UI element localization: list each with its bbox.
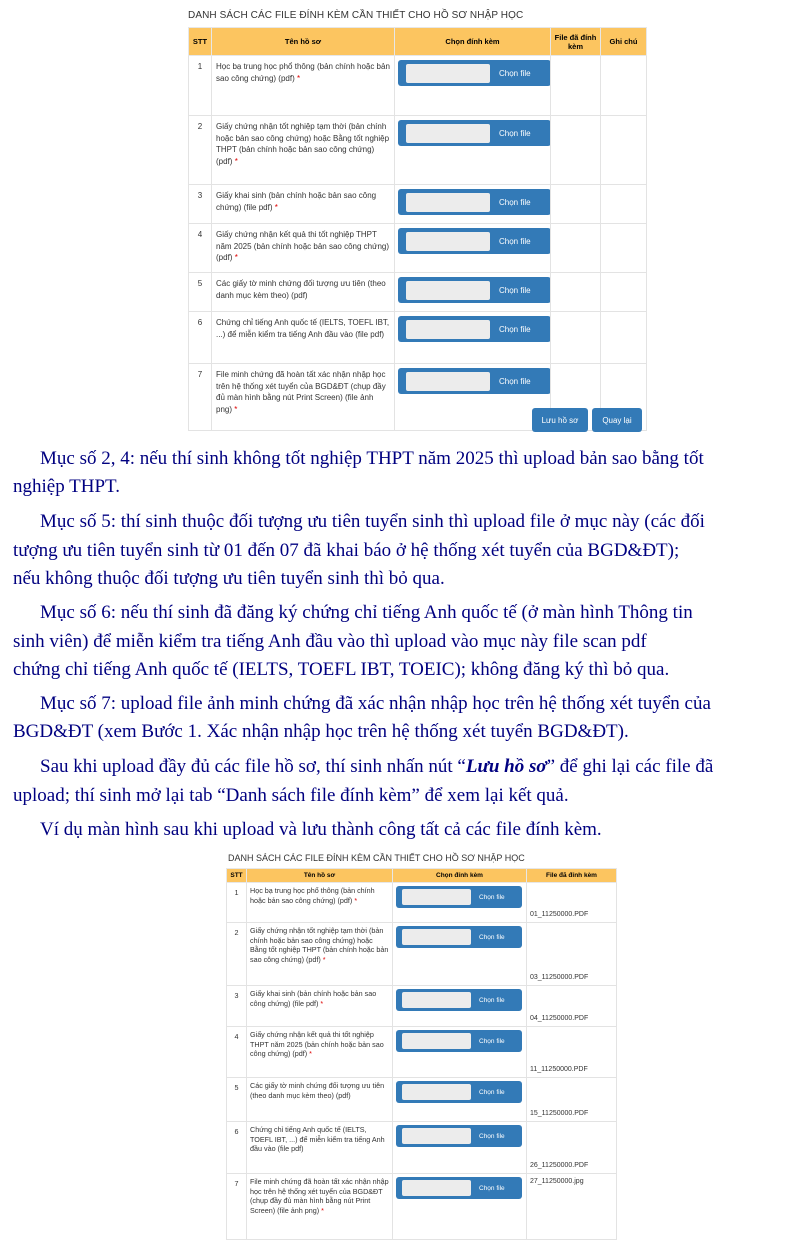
table-row — [227, 1078, 617, 1122]
file-path-input[interactable] — [402, 1033, 471, 1049]
choose-file-button[interactable]: Chọn file — [499, 236, 531, 246]
row-choose-cell — [395, 364, 551, 431]
table-row — [227, 986, 617, 1027]
table-row — [227, 1027, 617, 1078]
row-note — [601, 185, 647, 224]
row-name-text: Học bạ trung học phổ thông (bản chính hoặc bản sao công chứng) (pdf) — [216, 62, 390, 83]
row-attached-file: 01_11250000.PDF — [527, 883, 617, 923]
table-row — [189, 185, 647, 224]
row-attached-file — [551, 224, 601, 273]
note-item-2-4-line1: Mục số 2, 4: nếu thí sinh không tốt nghiệp THPT năm 2025 thì upload bản sao bằng tốt — [40, 448, 704, 469]
file-path-input[interactable] — [402, 1180, 471, 1196]
row-stt: 2 — [227, 923, 247, 986]
row-attached-file: 15_11250000.PDF — [527, 1078, 617, 1122]
row-name — [247, 986, 393, 1027]
file-path-input[interactable] — [402, 992, 471, 1008]
table-header-row-2 — [227, 869, 617, 883]
row-name-text: Các giấy tờ minh chứng đối tượng ưu tiên (theo danh mục kèm theo) (pdf) — [250, 1081, 385, 1100]
choose-file-button[interactable]: Chọn file — [479, 996, 505, 1004]
required-mark: * — [296, 73, 301, 83]
file-path-input[interactable] — [406, 232, 490, 251]
note-item-6-line1: Mục số 6: nếu thí sinh đã đăng ký chứng chỉ tiếng Anh quốc tế (ở màn hình Thông tin — [40, 602, 693, 623]
row-choose-cell — [393, 986, 527, 1027]
row-stt: 7 — [227, 1174, 247, 1240]
row-stt: 6 — [227, 1122, 247, 1174]
header-stt: STT — [189, 28, 212, 56]
row-stt: 3 — [189, 185, 212, 224]
row-name — [247, 883, 393, 923]
file-path-input[interactable] — [402, 889, 471, 905]
note-item-7-line1: Mục số 7: upload file ảnh minh chứng đã xác nhận nhập học trên hệ thống xét tuyển của — [40, 693, 711, 714]
note-item-5-line2: tượng ưu tiên tuyển sinh từ 01 đến 07 đã khai báo ở hệ thống xét tuyển của BGD&ĐT); — [13, 540, 680, 561]
attachment-table — [188, 27, 647, 431]
row-stt: 4 — [189, 224, 212, 273]
row-attached-file — [551, 56, 601, 116]
attachment-form-after-upload — [226, 848, 618, 1253]
row-stt: 5 — [189, 273, 212, 312]
choose-file-button[interactable]: Chọn file — [499, 197, 531, 207]
required-mark: * — [234, 156, 238, 166]
note-save-emphasis: Lưu hồ sơ — [465, 756, 547, 777]
choose-file-button[interactable]: Chọn file — [499, 324, 531, 334]
table-row — [227, 883, 617, 923]
table-row — [189, 224, 647, 273]
row-attached-file — [551, 185, 601, 224]
note-item-6-line2: sinh viên) để miễn kiểm tra tiếng Anh đầu vào thì upload vào mục này file scan pdf — [13, 631, 647, 652]
choose-file-control[interactable] — [396, 1177, 522, 1199]
choose-file-control[interactable] — [396, 1030, 522, 1052]
row-note — [601, 312, 647, 364]
row-name-text: Giấy khai sinh (bản chính hoặc bản sao công chứng) (file pdf) — [250, 989, 377, 1008]
row-name — [247, 1078, 393, 1122]
row-choose-cell — [395, 312, 551, 364]
row-note — [601, 224, 647, 273]
choose-file-button[interactable]: Chọn file — [479, 933, 505, 941]
row-name — [212, 364, 395, 431]
choose-file-button[interactable]: Chọn file — [499, 376, 531, 386]
required-mark: * — [321, 1205, 324, 1215]
row-stt: 1 — [189, 56, 212, 116]
file-path-input[interactable] — [402, 1128, 471, 1144]
row-name — [212, 116, 395, 185]
choose-file-button[interactable]: Chọn file — [499, 128, 531, 138]
note-save-text-a: Sau khi upload đầy đủ các file hồ sơ, thí sinh nhấn nút “ — [40, 756, 466, 777]
choose-file-button[interactable]: Chọn file — [499, 68, 531, 78]
attachment-table-2 — [226, 868, 617, 1240]
row-choose-cell — [395, 185, 551, 224]
row-stt: 5 — [227, 1078, 247, 1122]
choose-file-control[interactable] — [396, 989, 522, 1011]
header-choose-2: Chọn đính kèm — [393, 869, 527, 883]
row-name-text: Giấy chứng nhận tốt nghiệp tạm thời (bản chính hoặc bản sao công chứng) hoặc Bằng tốt nghiệp THPT (bản chính hoặc bản sao công chứng) (pdf) — [216, 122, 390, 166]
choose-file-control[interactable] — [398, 120, 551, 146]
attachment-form-before-upload — [186, 0, 648, 436]
file-path-input[interactable] — [406, 372, 490, 391]
file-path-input[interactable] — [406, 193, 490, 212]
row-attached-file: 03_11250000.PDF — [527, 923, 617, 986]
row-name-text: Giấy chứng nhận tốt nghiệp tạm thời (bản chính hoặc bản sao công chứng) hoặc Bằng tốt nghiệp THPT (bản chính hoặc bản sao công chứng) (pdf) — [250, 926, 389, 964]
choose-file-button[interactable]: Chọn file — [479, 1184, 505, 1192]
choose-file-control[interactable] — [396, 926, 522, 948]
row-stt: 6 — [189, 312, 212, 364]
row-choose-cell — [393, 1122, 527, 1174]
back-button[interactable]: Quay lại — [592, 408, 642, 432]
row-name — [247, 1174, 393, 1240]
note-item-5-line3: nếu không thuộc đối tượng ưu tiên tuyển sinh thì bỏ qua. — [13, 568, 445, 589]
file-path-input[interactable] — [406, 281, 490, 300]
row-attached-file — [551, 116, 601, 185]
note-item-7-line2: BGD&ĐT (xem Bước 1. Xác nhận nhập học trên hệ thống xét tuyển BGD&ĐT). — [13, 721, 629, 742]
row-name-text: Học bạ trung học phổ thông (bản chính hoặc bản sao công chứng) (pdf) — [250, 886, 375, 905]
choose-file-control[interactable] — [398, 368, 551, 394]
header-choose: Chọn đính kèm — [395, 28, 551, 56]
choose-file-control[interactable] — [396, 886, 522, 908]
header-attached-2: File đã đính kèm — [527, 869, 617, 883]
row-choose-cell — [395, 56, 551, 116]
choose-file-control[interactable] — [398, 189, 551, 215]
note-save-line1 — [40, 753, 713, 781]
choose-file-control[interactable] — [398, 277, 551, 303]
table-row — [227, 1174, 617, 1240]
row-attached-file: 26_11250000.PDF — [527, 1122, 617, 1174]
table-header-row — [189, 28, 647, 56]
row-note — [601, 273, 647, 312]
row-attached-file — [551, 312, 601, 364]
row-stt: 3 — [227, 986, 247, 1027]
table-row — [189, 273, 647, 312]
note-save-text-c: ” để ghi lại các file đã — [546, 756, 714, 777]
save-button[interactable]: Lưu hồ sơ — [532, 408, 588, 432]
row-name-text: Chứng chỉ tiếng Anh quốc tế (IELTS, TOEFL IBT, ...) để miễn kiểm tra tiếng Anh đầu vào (file pdf) — [250, 1125, 385, 1153]
row-choose-cell — [393, 1174, 527, 1240]
row-name-text: File minh chứng đã hoàn tất xác nhận nhập học trên hệ thống xét tuyển của BGD&ĐT (chụp đầy đủ màn hình bằng nút Print Screen) (file ảnh png) — [216, 370, 386, 414]
row-choose-cell — [395, 224, 551, 273]
required-mark: * — [274, 202, 278, 212]
header-name: Tên hồ sơ — [212, 28, 395, 56]
table-row — [189, 56, 647, 116]
choose-file-control[interactable] — [398, 228, 551, 254]
required-mark: * — [234, 253, 238, 262]
table-row — [227, 1122, 617, 1174]
header-note: Ghi chú — [601, 28, 647, 56]
table-row — [189, 312, 647, 364]
row-choose-cell — [393, 1027, 527, 1078]
row-name-text: Giấy chứng nhận kết quả thi tốt nghiệp THPT năm 2025 (bản chính hoặc bản sao công chứng) (pdf) — [216, 230, 390, 262]
choose-file-control[interactable] — [396, 1125, 522, 1147]
choose-file-control[interactable] — [398, 60, 551, 86]
note-item-6-line3: chứng chỉ tiếng Anh quốc tế (IELTS, TOEFL IBT, TOEIC); không đăng ký thì bỏ qua. — [13, 659, 670, 680]
row-name — [212, 224, 395, 273]
choose-file-control[interactable] — [396, 1081, 522, 1103]
row-name-text: File minh chứng đã hoàn tất xác nhận nhập học trên hệ thống xét tuyển của BGD&ĐT (chụp đầy đủ màn hình bằng nút Print Screen) (file ảnh png) — [250, 1177, 389, 1215]
table-row — [227, 923, 617, 986]
row-name-text: Giấy chứng nhận kết quả thi tốt nghiệp THPT năm 2025 (bản chính hoặc bản sao công chứng) (pdf) — [250, 1030, 384, 1058]
row-name — [247, 1027, 393, 1078]
required-mark: * — [322, 954, 326, 964]
file-path-input[interactable] — [402, 929, 471, 945]
choose-file-control[interactable] — [398, 316, 551, 342]
row-name — [212, 56, 395, 116]
row-stt: 1 — [227, 883, 247, 923]
file-path-input[interactable] — [402, 1084, 471, 1100]
header-attached: File đã đính kèm — [551, 28, 601, 56]
row-stt: 7 — [189, 364, 212, 431]
row-attached-file: 27_11250000.jpg — [527, 1174, 617, 1240]
required-mark: * — [309, 1049, 312, 1058]
file-path-input[interactable] — [406, 64, 490, 83]
example-caption: Ví dụ màn hình sau khi upload và lưu thành công tất cả các file đính kèm. — [40, 819, 602, 840]
row-name — [212, 273, 395, 312]
row-attached-file: 11_11250000.PDF — [527, 1027, 617, 1078]
row-name-text: Giấy khai sinh (bản chính hoặc bản sao công chứng) (file pdf) — [216, 191, 377, 212]
row-choose-cell — [393, 883, 527, 923]
required-mark: * — [320, 998, 324, 1008]
choose-file-button[interactable]: Chọn file — [479, 893, 505, 901]
note-item-5-line1: Mục số 5: thí sinh thuộc đối tượng ưu tiên tuyển sinh thì upload file ở mục này (các đối — [40, 511, 705, 532]
row-name — [247, 1122, 393, 1174]
row-name — [212, 312, 395, 364]
row-attached-file: 04_11250000.PDF — [527, 986, 617, 1027]
choose-file-button[interactable]: Chọn file — [479, 1037, 505, 1045]
row-choose-cell — [393, 923, 527, 986]
choose-file-button[interactable]: Chọn file — [499, 285, 531, 295]
row-name — [247, 923, 393, 986]
note-item-2-4-line2: nghiệp THPT. — [13, 476, 120, 497]
choose-file-button[interactable]: Chọn file — [479, 1088, 505, 1096]
row-choose-cell — [395, 116, 551, 185]
form-title: DANH SÁCH CÁC FILE ĐÍNH KÈM CẦN THIẾT CHO HỒ SƠ NHẬP HỌC — [188, 10, 524, 21]
row-stt: 4 — [227, 1027, 247, 1078]
note-save-line2: upload; thí sinh mở lại tab “Danh sách file đính kèm” để xem lại kết quả. — [13, 785, 569, 806]
choose-file-button[interactable]: Chọn file — [479, 1132, 505, 1140]
table-row — [189, 116, 647, 185]
row-attached-file — [551, 273, 601, 312]
file-path-input[interactable] — [406, 320, 490, 339]
row-choose-cell — [393, 1078, 527, 1122]
row-note — [601, 56, 647, 116]
row-name-text: Các giấy tờ minh chứng đối tượng ưu tiên (theo danh mục kèm theo) (pdf) — [216, 279, 386, 300]
header-name-2: Tên hồ sơ — [247, 869, 393, 883]
row-stt: 2 — [189, 116, 212, 185]
row-choose-cell — [395, 273, 551, 312]
row-name — [212, 185, 395, 224]
row-name-text: Chứng chỉ tiếng Anh quốc tế (IELTS, TOEFL IBT, ...) để miễn kiểm tra tiếng Anh đầu vào (file pdf) — [216, 318, 390, 339]
form-title-2: DANH SÁCH CÁC FILE ĐÍNH KÈM CẦN THIẾT CHO HỒ SƠ NHẬP HỌC — [228, 853, 525, 863]
header-stt-2: STT — [227, 869, 247, 883]
required-mark: * — [354, 895, 358, 905]
file-path-input[interactable] — [406, 124, 490, 143]
row-note — [601, 116, 647, 185]
required-mark: * — [234, 404, 238, 414]
